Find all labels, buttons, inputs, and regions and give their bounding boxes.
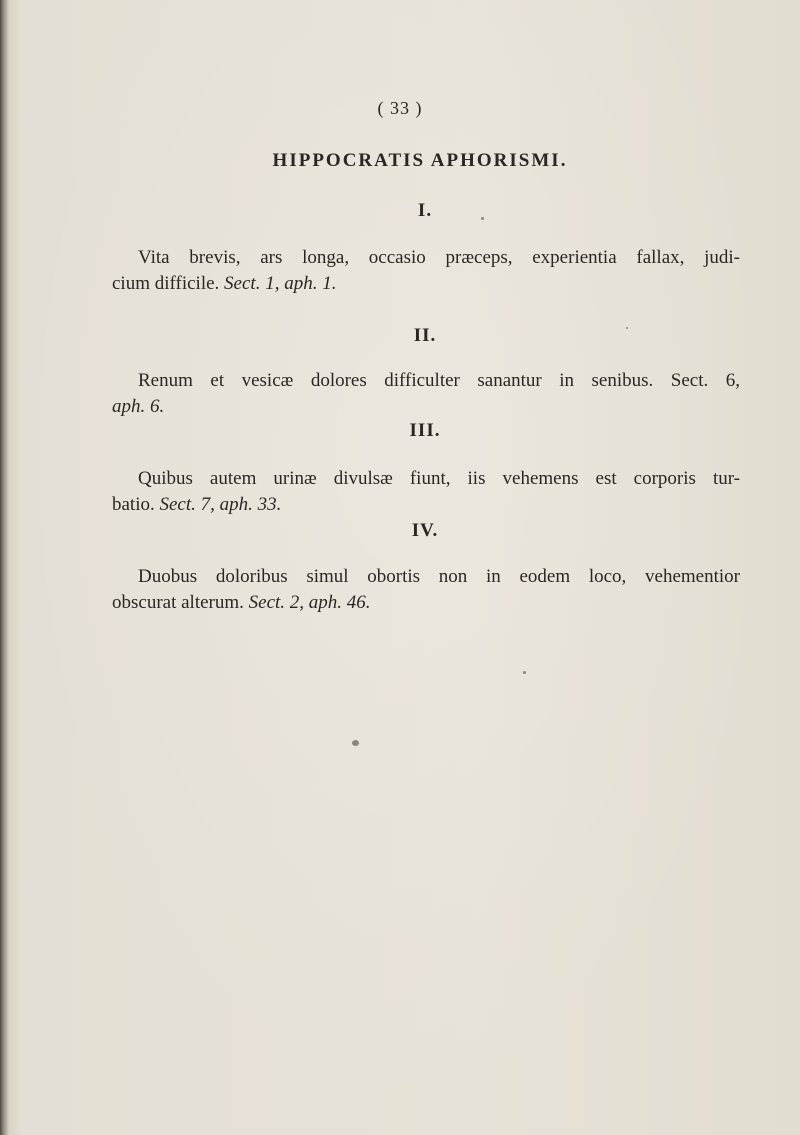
aphorism-line-1: Vita brevis, ars longa, occasio præceps, experientia fallax, judi- [138,247,740,268]
aphorism-numeral-2: II. [413,325,437,346]
aphorism-text-2 [112,368,740,420]
aphorism-reference-2: aph. 6. [112,396,165,417]
aphorism-continuation-3: batio. [112,494,155,515]
aphorism-numeral-4: IV. [411,520,439,541]
aphorism-line-2: Renum et vesicæ dolores difficulter sanantur in senibus. Sect. 6, [138,370,740,391]
page-number: ( 33 ) [377,98,423,118]
aphorism-continuation-4: obscurat alterum. [112,592,244,613]
paper-speck [523,671,526,674]
aphorism-text-1 [112,245,740,297]
aphorism-reference-3: Sect. 7, aph. 33. [159,494,282,515]
aphorism-text-4 [112,564,740,616]
page-title: HIPPOCRATIS APHORISMI. [272,150,568,171]
paper-speck [352,740,359,746]
aphorism-reference-4: Sect. 2, aph. 46. [248,592,371,613]
aphorism-line-4: Duobus doloribus simul obortis non in eodem loco, vehementior [138,566,740,587]
paper-speck [626,327,628,329]
aphorism-numeral-3: III. [409,420,441,441]
aphorism-continuation-1: cium difficile. [112,273,220,294]
aphorism-numeral-1: I. [417,200,433,221]
paper-speck [481,217,484,220]
aphorism-reference-1: Sect. 1, aph. 1. [224,273,337,294]
aphorism-line-3: Quibus autem urinæ divulsæ fiunt, iis vehemens est corporis tur- [138,468,740,489]
aphorism-text-3 [112,466,740,518]
